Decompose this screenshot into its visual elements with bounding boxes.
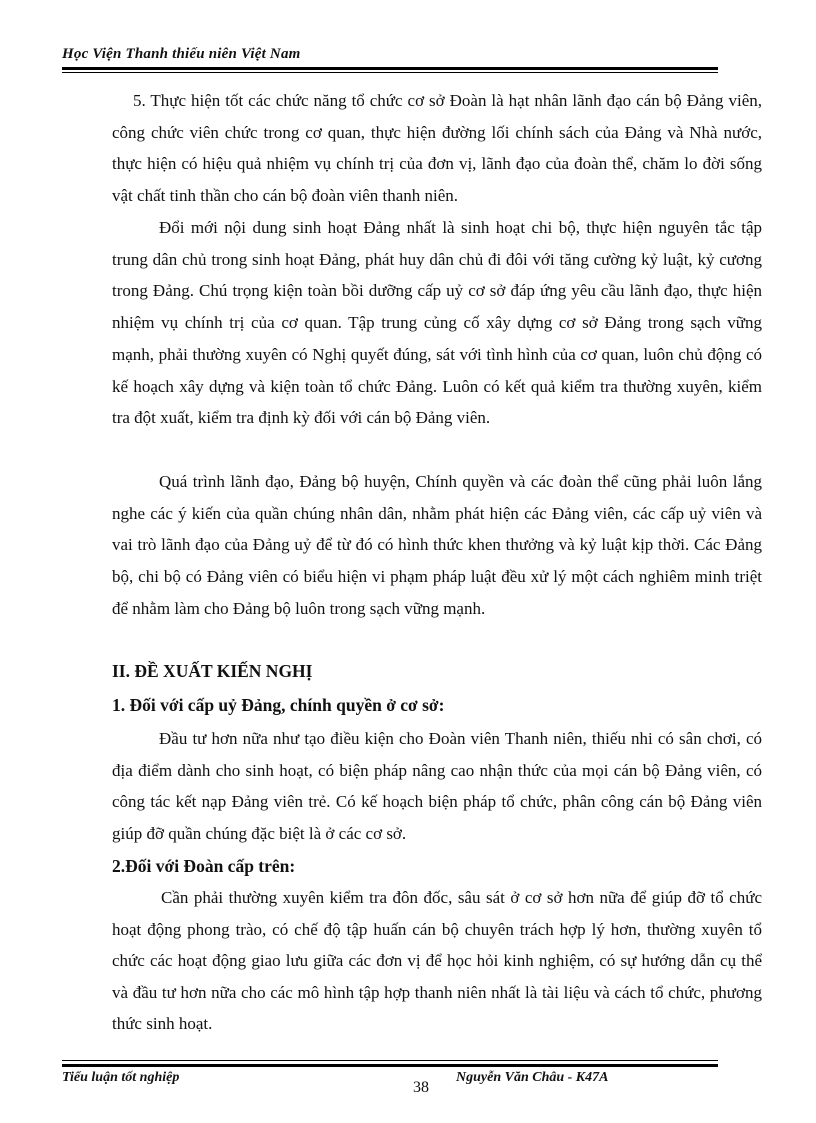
page-number: 38 — [413, 1079, 429, 1096]
header-title: Học Viện Thanh thiếu niên Việt Nam — [62, 46, 301, 62]
paragraph-5: Cần phải thường xuyên kiểm tra đôn đốc, sâu sát ở cơ sở hơn nữa để giúp đỡ tổ chức hoạt động phong trào, có chế độ tập huấn cán bộ chuyên trách hợp lý hơn, thường xuyên tổ chức các hoạt động giao lưu giữa các đơn vị để học hỏi kinh nghiệm, có sự hướng dẫn cụ thể và đầu tư hơn nữa cho các mô hình tập hợp thanh niên nhất là tài liệu và cách tổ chức, phương thức sinh hoạt. — [112, 888, 762, 1033]
footer-left-text: Tiểu luận tốt nghiệp — [62, 1070, 180, 1085]
paragraph-3: Quá trình lãnh đạo, Đảng bộ huyện, Chính quyền và các đoàn thể cũng phải luôn lắng nghe các ý kiến của quần chúng nhân dân, nhằm phát hiện các Đảng viên, các cấp uỷ viên và vai trò lãnh đạo của Đảng uỷ để từ đó có hình thức khen thưởng và kỷ luật kịp thời. Các Đảng bộ, chi bộ có Đảng viên có biểu hiện vi phạm pháp luật đều xử lý một cách nghiêm minh triệt để nhằm làm cho Đảng bộ luôn trong sạch vững mạnh. — [112, 472, 762, 618]
header-rule-thin — [62, 72, 718, 73]
subsection-1-heading: 1. Đối với cấp uỷ Đảng, chính quyền ở cơ sở: — [112, 695, 445, 715]
paragraph-2: Đổi mới nội dung sinh hoạt Đảng nhất là sinh hoạt chi bộ, thực hiện nguyên tắc tập trung dân chủ trong sinh hoạt Đảng, phát huy dân chủ đi đôi với tăng cường kỷ luật, kỷ cương trong Đảng. Chú trọng kiện toàn bồi dưỡng cấp uỷ cơ sở đáp ứng yêu cầu lãnh đạo, thực hiện nhiệm vụ chính trị của cơ quan. Tập trung củng cố xây dựng cơ sở Đảng trong sạch vững mạnh, phải thường xuyên có Nghị quyết đúng, sát với tình hình của cơ quan, luôn chủ động có kế hoạch xây dựng và kiện toàn tổ chức Đảng. Luôn có kết quả kiểm tra thường xuyên, kiểm tra đột xuất, kiểm tra định kỳ đối với cán bộ Đảng viên. — [112, 218, 762, 428]
paragraph-1: 5. Thực hiện tốt các chức năng tổ chức cơ sở Đoàn là hạt nhân lãnh đạo cán bộ Đảng viên, công chức viên chức trong cơ quan, thực hiện đường lối chính sách của Đảng và Nhà nước, thực hiện có hiệu quả nhiệm vụ chính trị của đơn vị, lãnh đạo của đoàn thể, chăm lo đời sống vật chất tinh thần cho cán bộ đoàn viên thanh niên. — [112, 91, 762, 205]
footer-right-text: Nguyễn Văn Châu - K47A — [456, 1070, 609, 1085]
header-rule — [62, 67, 718, 70]
subsection-2-heading: 2.Đối với Đoàn cấp trên: — [112, 856, 296, 876]
paragraph-4: Đầu tư hơn nữa như tạo điều kiện cho Đoàn viên Thanh niên, thiếu nhi có sân chơi, có địa điểm dành cho sinh hoạt, có biện pháp nâng cao nhận thức của mọi cán bộ Đảng viên, có công tác kết nạp Đảng viên trẻ. Có kế hoạch biện pháp tổ chức, phân công cán bộ Đảng viên giúp đỡ quần chúng đặc biệt là ở các cơ sở. — [112, 729, 762, 843]
footer-rule-thin — [62, 1060, 718, 1061]
section-heading: II. ĐỀ XUẤT KIẾN NGHỊ — [112, 661, 313, 681]
footer-rule — [62, 1064, 718, 1067]
